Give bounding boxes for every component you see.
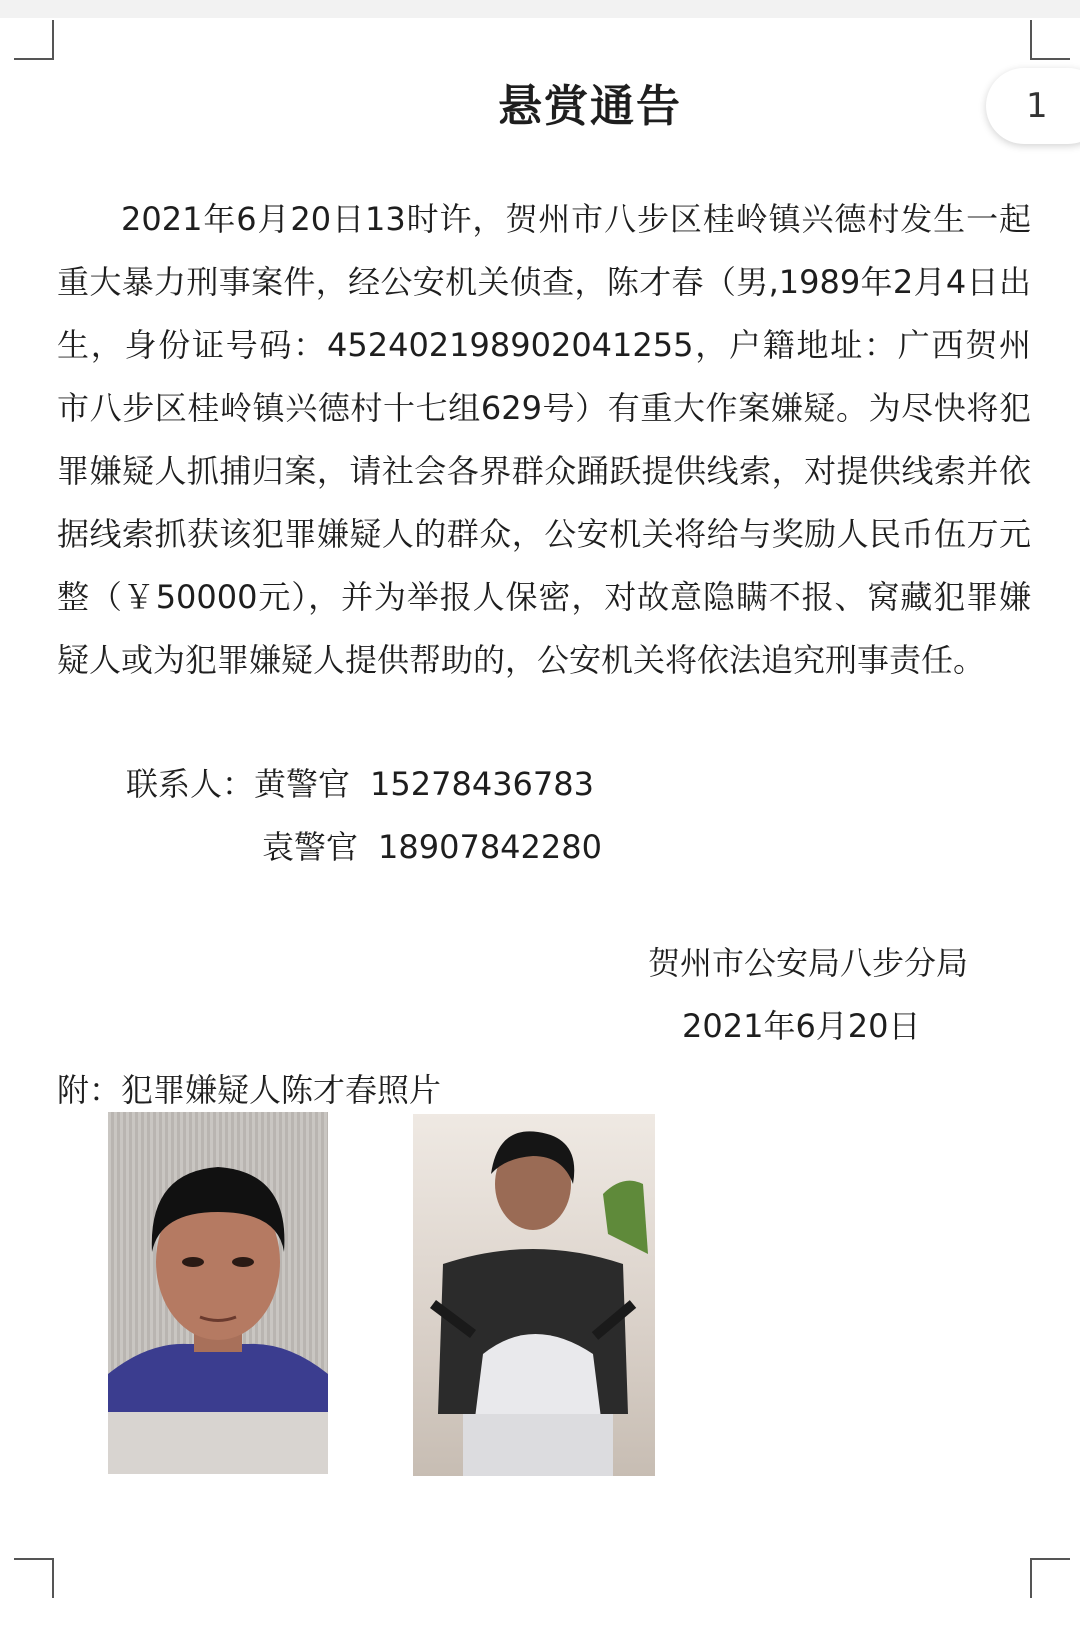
notice-body: 2021年6月20日13时许，贺州市八步区桂岭镇兴德村发生一起重大暴力刑事案件，经公安机关侦查，陈才春（男,1989年2月4日出生，身份证号码：452402198902041255，户籍地址：广西贺州市八步区桂岭镇兴德村十七组629号）有重大作案嫌疑。为尽快将犯罪嫌疑人抓捕归案，请社会各界群众踊跃提供线索，对提供线索并依据线索抓获该犯罪嫌疑人的群众，公安机关将给与奖励人民币伍万元整（￥50000元），并为举报人保密，对故意隐瞒不报、窝藏犯罪嫌疑人或为犯罪嫌疑人提供帮助的，公安机关将依法追究刑事责任。	[57, 200, 1031, 679]
contact-row-1	[126, 753, 594, 816]
contact-phone: 18907842280	[378, 828, 602, 866]
suspect-id-photo	[108, 1112, 328, 1474]
signature-org: 贺州市公安局八步分局	[648, 944, 969, 982]
crop-mark-top-left	[14, 20, 54, 60]
attachment-label: 附：犯罪嫌疑人陈才春照片	[57, 1071, 442, 1109]
suspect-scooter-photo	[413, 1114, 655, 1476]
crop-mark-bottom-left	[14, 1558, 54, 1598]
document-page	[0, 18, 1080, 1636]
page-title: 悬赏通告	[498, 81, 682, 132]
crop-mark-bottom-right	[1030, 1558, 1070, 1598]
contact-row-2	[262, 816, 602, 879]
signature-date: 2021年6月20日	[682, 1007, 921, 1045]
crop-mark-top-right	[1030, 20, 1070, 60]
page-number: 1	[1026, 86, 1048, 126]
contact-label: 联系人：	[126, 765, 255, 803]
contact-name: 袁警官	[262, 828, 359, 866]
contact-phone: 15278436783	[370, 765, 594, 803]
contact-name: 黄警官	[254, 765, 351, 803]
